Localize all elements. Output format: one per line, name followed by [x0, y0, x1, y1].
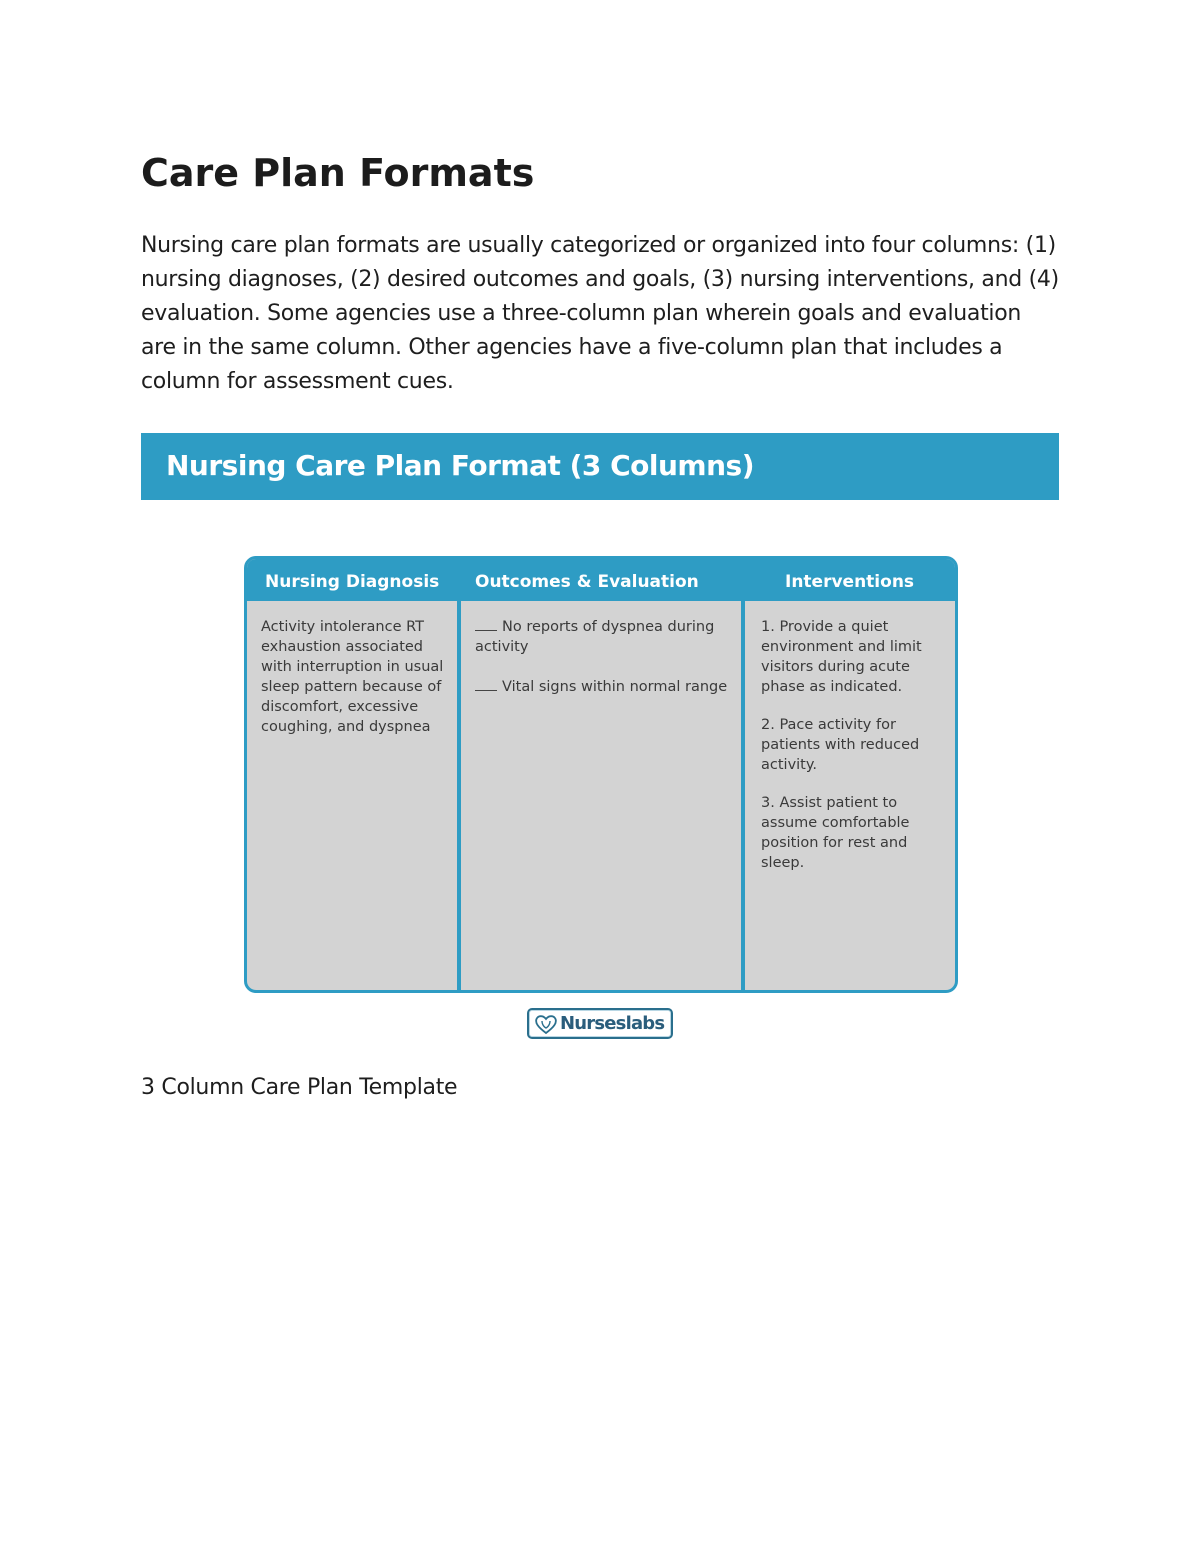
intervention-item: 2. Pace activity for patients with reduced activity.: [761, 717, 920, 773]
care-plan-table: [244, 556, 958, 993]
logo-text: Nurseslabs: [560, 1013, 665, 1034]
outcome-item: [475, 677, 735, 697]
heart-stethoscope-icon: [534, 1013, 558, 1035]
figure-caption: 3 Column Care Plan Template: [141, 1075, 458, 1100]
checkbox-blank-line: [475, 630, 497, 631]
column-divider: [741, 559, 745, 990]
column-header-outcomes-evaluation: Outcomes & Evaluation: [475, 572, 699, 592]
column-divider: [457, 559, 461, 990]
column-header-interventions: Interventions: [785, 572, 915, 592]
outcome-text: Vital signs within normal range: [502, 679, 728, 695]
column-header-nursing-diagnosis: Nursing Diagnosis: [265, 572, 440, 592]
outcomes-cell: [475, 617, 735, 697]
nurseslabs-logo: [527, 1008, 673, 1039]
outcome-item: [475, 617, 735, 657]
outcome-text: No reports of dyspnea during activity: [475, 619, 715, 655]
intro-paragraph: Nursing care plan formats are usually categorized or organized into four columns: (1) nursing diagnoses, (2) desired outcomes and goals, (3) nursing interventions, and (4) evaluation. Some agencies use a three-column plan wherein goals and evaluation are in the same column. Other agencies have a five-column plan that includes a column for assessment cues.: [141, 233, 1059, 394]
page-title: Care Plan Formats: [141, 151, 535, 195]
interventions-cell: [761, 617, 941, 873]
banner-title: Nursing Care Plan Format (3 Columns): [166, 449, 755, 482]
table-header: [247, 559, 955, 601]
figure-banner: [141, 433, 1059, 500]
checkbox-blank-line: [475, 690, 497, 691]
diagnosis-text: Activity intolerance RT exhaustion associated with interruption in usual sleep pattern because of discomfort, excessive coughing, and dyspnea: [261, 619, 444, 735]
intervention-item: 1. Provide a quiet environment and limit visitors during acute phase as indicated.: [761, 619, 922, 695]
diagnosis-cell: [261, 617, 447, 737]
intervention-item: 3. Assist patient to assume comfortable position for rest and sleep.: [761, 795, 910, 871]
